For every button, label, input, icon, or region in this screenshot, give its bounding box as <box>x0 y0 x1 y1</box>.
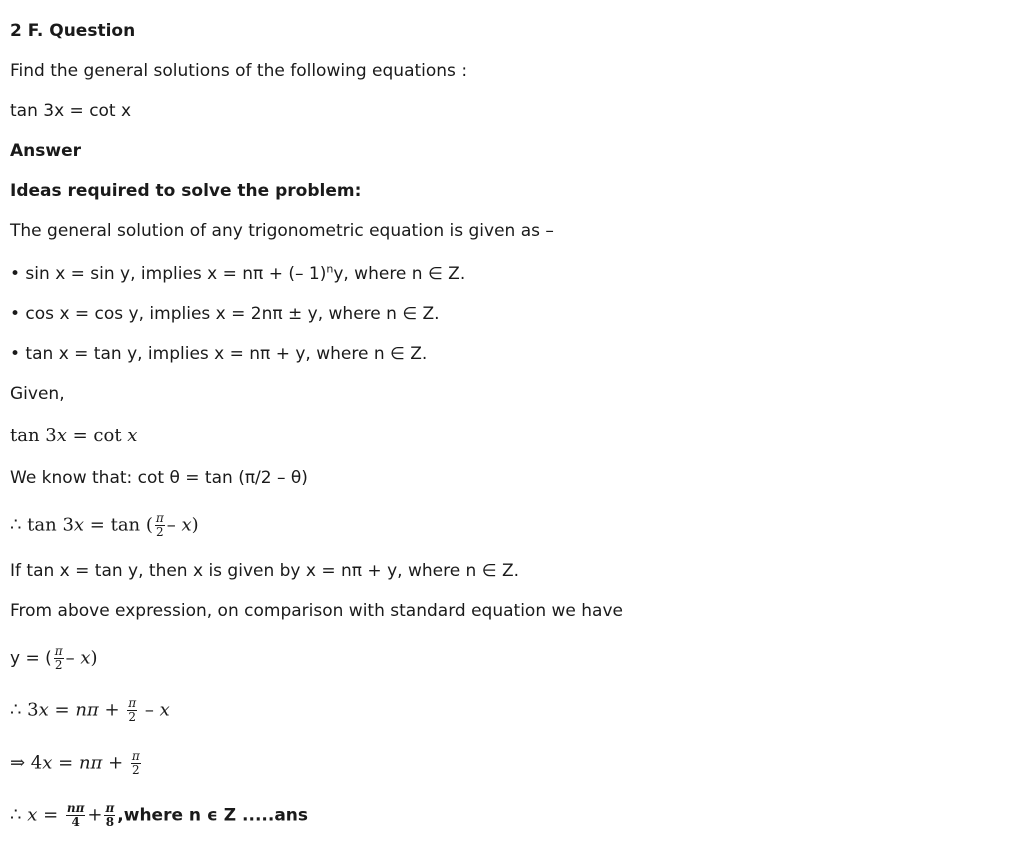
if-line: If tan x = tan y, then x is given by x = nπ + y, where n ∈ Z. <box>10 561 519 581</box>
step1-fraction <box>127 697 137 724</box>
bullet-sin <box>10 263 465 285</box>
therefore-post: – <box>166 514 182 536</box>
question-equation: tan 3x = cot x <box>10 101 132 121</box>
step1-equation <box>10 697 170 724</box>
final-fraction-1 <box>66 802 86 829</box>
final-pre: ∴ <box>10 804 28 826</box>
question-prompt: Find the general solutions of the following equations : <box>10 61 468 81</box>
ideas-heading: Ideas required to solve the problem: <box>10 181 362 201</box>
final-fraction-2 <box>104 802 115 829</box>
given-lhs-var: x <box>56 425 67 446</box>
step2-mid: = <box>52 752 79 774</box>
therefore-mid: = tan ( <box>84 514 153 536</box>
final-f1-num: nπ <box>66 801 85 815</box>
y-close: ) <box>90 647 98 669</box>
y-fraction <box>54 645 64 672</box>
therefore-frac-num: π <box>155 511 164 525</box>
y-frac-den: 2 <box>54 658 63 672</box>
given-lhs: tan 3 <box>10 425 57 446</box>
bullet-sin-pre: • sin x = sin y, implies x = nπ + (– 1) <box>10 264 327 284</box>
step2-var: x <box>42 752 53 774</box>
step1-var: x <box>38 699 49 721</box>
step1-plus: + <box>98 699 126 721</box>
therefore-fraction <box>155 512 165 539</box>
given-rhs-var: x <box>127 425 138 446</box>
step2-frac-den: 2 <box>132 763 140 777</box>
final-plus: + <box>87 804 103 826</box>
bullet-sin-post: y, where n ∈ Z. <box>333 264 466 284</box>
final-answer <box>10 802 308 829</box>
therefore-equation <box>10 512 199 539</box>
step2-plus: + <box>102 752 129 774</box>
given-mid: = cot <box>66 425 128 446</box>
step1-n-pi: nπ <box>75 699 99 721</box>
bullet-tan: • tan x = tan y, implies x = nπ + y, where n ∈ Z. <box>10 344 428 364</box>
therefore-pre: ∴ tan 3 <box>10 514 74 536</box>
step2-equation <box>10 750 143 777</box>
intro-text: The general solution of any trigonometric equation is given as – <box>10 221 554 241</box>
final-tail: ,where n ϵ Z .....ans <box>117 805 309 826</box>
question-heading: 2 F. Question <box>10 21 136 41</box>
step1-frac-den: 2 <box>128 710 137 724</box>
final-eq: = <box>37 804 64 826</box>
step2-frac-num: π <box>131 749 140 763</box>
bullet-sin-sup: n <box>326 262 334 276</box>
y-pre: y = ( <box>10 648 52 669</box>
we-know-line: We know that: cot θ = tan (π/2 – θ) <box>10 468 308 488</box>
therefore-var: x <box>73 514 85 536</box>
step1-minus: – <box>139 699 160 721</box>
final-var: x <box>27 804 38 826</box>
from-above-line: From above expression, on comparison with standard equation we have <box>10 601 623 621</box>
final-f1-den: 4 <box>71 815 80 829</box>
therefore-frac-den: 2 <box>156 525 164 539</box>
step1-pre: ∴ 3 <box>10 699 39 721</box>
y-post: – <box>65 647 81 669</box>
y-equation <box>10 645 98 672</box>
step1-frac-num: π <box>128 696 137 710</box>
step1-var2: x <box>159 699 170 721</box>
y-var: x <box>80 647 91 669</box>
step2-fraction <box>131 750 141 777</box>
step2-n-pi: nπ <box>78 752 103 774</box>
step1-mid: = <box>48 699 76 721</box>
therefore-post-var: x <box>181 514 192 536</box>
final-f2-den: 8 <box>105 815 115 829</box>
therefore-close: ) <box>191 514 199 536</box>
given-equation <box>10 425 137 447</box>
given-label: Given, <box>10 384 65 404</box>
bullet-cos: • cos x = cos y, implies x = 2nπ ± y, where n ∈ Z. <box>10 304 440 324</box>
final-f2-num: π <box>105 801 115 815</box>
step2-pre: ⇒ 4 <box>10 752 43 774</box>
y-frac-num: π <box>54 644 63 658</box>
answer-heading: Answer <box>10 141 81 161</box>
